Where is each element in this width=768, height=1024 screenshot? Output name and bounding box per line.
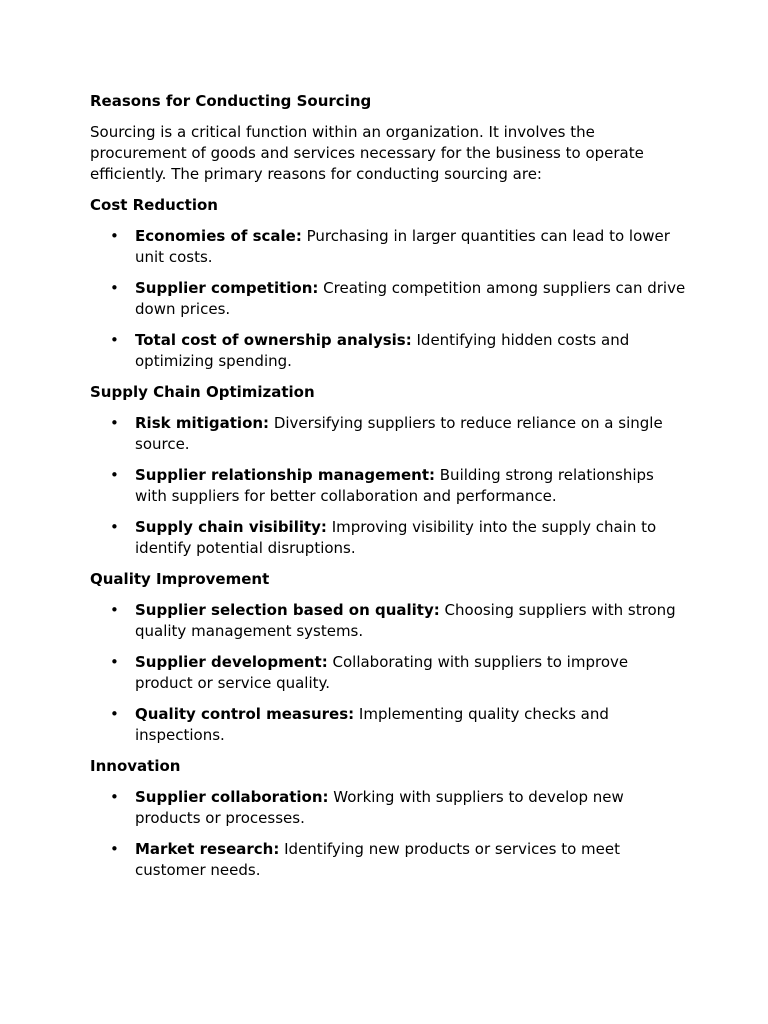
- list-item-text: Choosing suppliers with strong quality management systems.: [135, 601, 676, 640]
- section-heading-cost-reduction: Cost Reduction: [90, 196, 218, 214]
- bullet-icon: •: [110, 705, 119, 723]
- section-heading-supply-chain-optimization: Supply Chain Optimization: [90, 383, 315, 401]
- list-item-text: Creating competition among suppliers can drive down prices.: [135, 279, 686, 318]
- list-item: [90, 330, 690, 372]
- list-item-term: Supplier competition:: [135, 279, 319, 297]
- section-heading-quality-improvement: Quality Improvement: [90, 570, 270, 588]
- document-body: [90, 91, 690, 891]
- list-item-term: Supplier development:: [135, 653, 328, 671]
- list-item-term: Market research:: [135, 840, 280, 858]
- supply-chain-optimization-list: [90, 413, 690, 559]
- bullet-icon: •: [110, 227, 119, 245]
- document-title: Reasons for Conducting Sourcing: [90, 92, 372, 110]
- list-item: [90, 226, 690, 268]
- bullet-icon: •: [110, 279, 119, 297]
- list-item: [90, 652, 690, 694]
- list-item-text: Collaborating with suppliers to improve product or service quality.: [135, 653, 629, 692]
- list-item: [90, 517, 690, 559]
- list-item: [90, 413, 690, 455]
- list-item-term: Economies of scale:: [135, 227, 302, 245]
- list-item-text: Identifying hidden costs and optimizing spending.: [135, 331, 630, 370]
- intro-paragraph: Sourcing is a critical function within an organization. It involves the procurement of goods and services necessary for the business to operate efficiently. The primary reasons for conducting sourcing are:: [90, 123, 644, 183]
- list-item-term: Supply chain visibility:: [135, 518, 327, 536]
- list-item: [90, 704, 690, 746]
- list-item: [90, 278, 690, 320]
- list-item-text: Working with suppliers to develop new products or processes.: [135, 788, 624, 827]
- list-item-text: Building strong relationships with suppliers for better collaboration and performance.: [135, 466, 654, 505]
- bullet-icon: •: [110, 331, 119, 349]
- bullet-icon: •: [110, 601, 119, 619]
- bullet-icon: •: [110, 466, 119, 484]
- list-item-text: Identifying new products or services to meet customer needs.: [135, 840, 620, 879]
- list-item-term: Risk mitigation:: [135, 414, 270, 432]
- innovation-list: [90, 787, 690, 881]
- list-item-term: Supplier collaboration:: [135, 788, 329, 806]
- section-heading-innovation: Innovation: [90, 757, 181, 775]
- quality-improvement-list: [90, 600, 690, 746]
- list-item-text: Implementing quality checks and inspections.: [135, 705, 609, 744]
- cost-reduction-list: [90, 226, 690, 372]
- list-item-text: Improving visibility into the supply chain to identify potential disruptions.: [135, 518, 657, 557]
- bullet-icon: •: [110, 653, 119, 671]
- list-item-text: Purchasing in larger quantities can lead to lower unit costs.: [135, 227, 670, 266]
- list-item-term: Quality control measures:: [135, 705, 355, 723]
- list-item-term: Total cost of ownership analysis:: [135, 331, 412, 349]
- bullet-icon: •: [110, 518, 119, 536]
- list-item: [90, 600, 690, 642]
- list-item-term: Supplier selection based on quality:: [135, 601, 440, 619]
- list-item: [90, 839, 690, 881]
- list-item-term: Supplier relationship management:: [135, 466, 435, 484]
- bullet-icon: •: [110, 414, 119, 432]
- bullet-icon: •: [110, 840, 119, 858]
- bullet-icon: •: [110, 788, 119, 806]
- list-item: [90, 787, 690, 829]
- list-item: [90, 465, 690, 507]
- list-item-text: Diversifying suppliers to reduce reliance on a single source.: [135, 414, 663, 453]
